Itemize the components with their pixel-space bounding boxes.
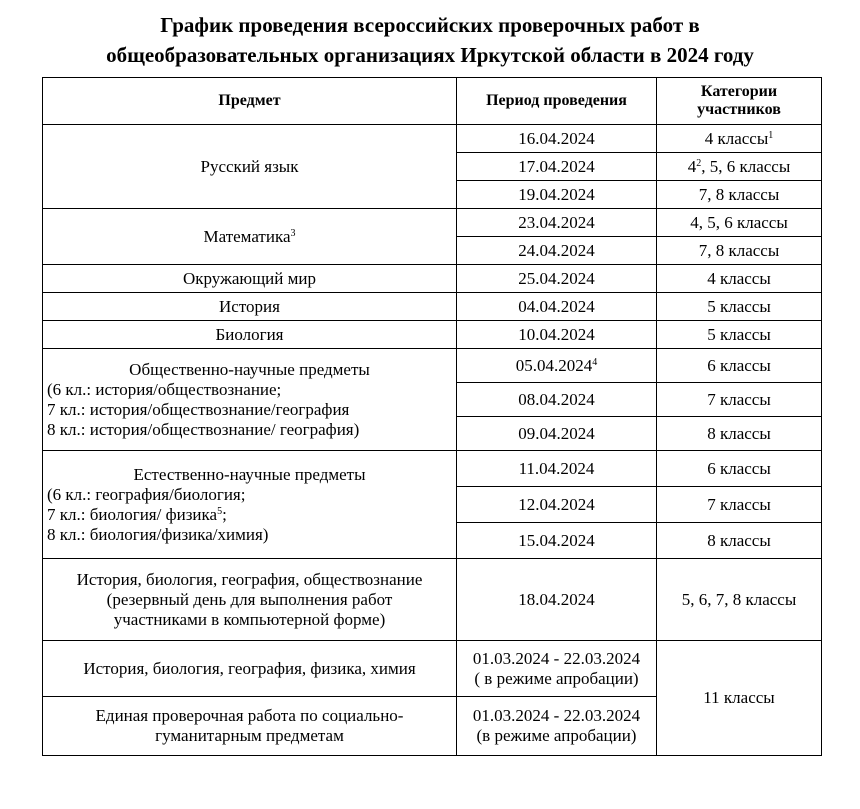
- category-cell: 5 классы: [657, 293, 822, 321]
- date-cell: 10.04.2024: [457, 321, 657, 349]
- header-period: Период проведения: [457, 78, 657, 125]
- category-cell: 8 классы: [657, 523, 822, 559]
- date-cell: 04.04.2024: [457, 293, 657, 321]
- date-cell: 19.04.2024: [457, 181, 657, 209]
- date-cell: 23.04.2024: [457, 209, 657, 237]
- table-row: [43, 559, 822, 641]
- table-row: [43, 293, 822, 321]
- subject-cell: Окружающий мир: [43, 265, 457, 293]
- date-cell: 24.04.2024: [457, 237, 657, 265]
- subject-cell: История, биология, география, физика, химия: [43, 641, 457, 697]
- category-cell: 7, 8 классы: [657, 181, 822, 209]
- category-cell: 4 классы$^1$: [657, 125, 822, 153]
- header-row: [43, 78, 822, 125]
- subject-cell: Единая проверочная работа по социально- гуманитарным предметам: [43, 697, 457, 756]
- date-cell: 25.04.2024: [457, 265, 657, 293]
- period-cell: 01.03.2024 - 22.03.2024 (в режиме апробации): [457, 697, 657, 756]
- footnote-mark: 1: [768, 129, 774, 141]
- date-cell: 15.04.2024: [457, 523, 657, 559]
- date-cell: 05.04.2024$^4$: [457, 349, 657, 383]
- subject-cell: Русский язык: [43, 125, 457, 209]
- category-cell: $4^2$, 5, 6 классы: [657, 153, 822, 181]
- category-cell: 11 классы: [657, 641, 822, 756]
- title-line-1: График проведения всероссийских проверочных работ в: [160, 13, 700, 37]
- date-cell: 17.04.2024: [457, 153, 657, 181]
- table-row: [43, 209, 822, 237]
- date-cell: 16.04.2024: [457, 125, 657, 153]
- page-title: [0, 10, 860, 70]
- category-cell: 4, 5, 6 классы: [657, 209, 822, 237]
- category-cell: 8 классы: [657, 417, 822, 451]
- table-row: [43, 451, 822, 487]
- period-cell: 01.03.2024 - 22.03.2024 ( в режиме апробации): [457, 641, 657, 697]
- table-row: [43, 349, 822, 383]
- date-cell: 11.04.2024: [457, 451, 657, 487]
- category-cell: 7 классы: [657, 487, 822, 523]
- category-cell: 5, 6, 7, 8 классы: [657, 559, 822, 641]
- date-cell: 09.04.2024: [457, 417, 657, 451]
- footnote-mark: 4: [592, 356, 598, 368]
- date-cell: 08.04.2024: [457, 383, 657, 417]
- subject-cell: Биология: [43, 321, 457, 349]
- date-cell: 12.04.2024: [457, 487, 657, 523]
- subject-cell: История: [43, 293, 457, 321]
- subject-cell: Общественно-научные предметы (6 кл.: история/обществознание; 7 кл.: история/обществознание/география 8 кл.: история/обществознание/ география): [43, 349, 457, 451]
- title-line-2: общеобразовательных организациях Иркутской области в 2024 году: [106, 43, 754, 67]
- category-cell: 5 классы: [657, 321, 822, 349]
- header-category: Категории участников: [657, 78, 822, 125]
- table-row: [43, 265, 822, 293]
- table-row: [43, 321, 822, 349]
- table-row: [43, 641, 822, 697]
- date-cell: 18.04.2024: [457, 559, 657, 641]
- footnote-mark: 2: [696, 157, 702, 169]
- table-row: [43, 125, 822, 153]
- subject-cell: Математика$^3$: [43, 209, 457, 265]
- category-cell: 7, 8 классы: [657, 237, 822, 265]
- category-cell: 6 классы: [657, 451, 822, 487]
- subject-cell: Естественно-научные предметы (6 кл.: география/биология; 7 кл.: биология/ физика$^5$; 8 кл.: биология/физика/химия): [43, 451, 457, 559]
- category-cell: 6 классы: [657, 349, 822, 383]
- subject-cell: История, биология, география, обществознание (резервный день для выполнения работ участниками в компьютерной форме): [43, 559, 457, 641]
- footnote-mark: 3: [290, 227, 296, 239]
- schedule-table: [42, 77, 822, 756]
- category-cell: 7 классы: [657, 383, 822, 417]
- footnote-mark: 5: [217, 505, 223, 517]
- category-cell: 4 классы: [657, 265, 822, 293]
- header-subject: Предмет: [43, 78, 457, 125]
